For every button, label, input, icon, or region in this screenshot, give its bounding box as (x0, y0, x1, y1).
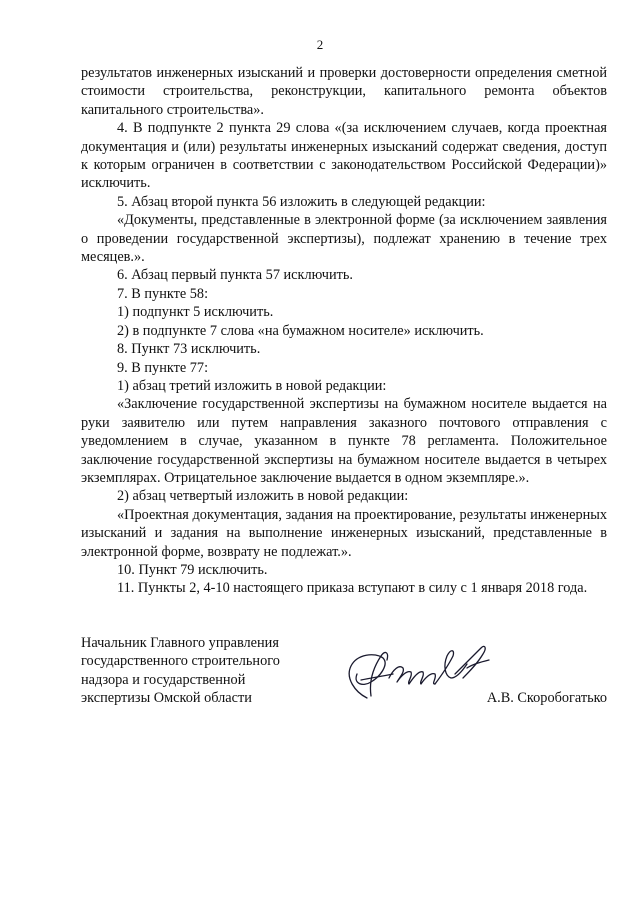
official-title (81, 634, 341, 708)
paragraph-item-9-sub-2: 2) абзац четвертый изложить в новой редакции: (117, 488, 409, 505)
page-number: 2 (316, 37, 324, 52)
official-title-line: экспертизы Омской области (81, 690, 252, 707)
paragraph-item-7-sub-2: 2) в подпункте 7 слова «на бумажном носителе» исключить. (117, 322, 484, 339)
paragraph-item-7-sub-1: 1) подпункт 5 исключить. (117, 304, 274, 321)
paragraph-item-9-sub-1: 1) абзац третий изложить в новой редакции: (117, 377, 387, 394)
paragraph-item-5: 5. Абзац второй пункта 56 изложить в следующей редакции: (117, 193, 486, 210)
paragraph-continuation: результатов инженерных изысканий и проверки достоверности определения сметной стоимости строительства, реконструкции, капитального ремонта объектов капитального строительства». (81, 65, 607, 118)
official-title-line: государственного строительного (81, 653, 280, 670)
signature-block (81, 634, 607, 724)
handwritten-signature (327, 634, 502, 704)
paragraph-item-10: 10. Пункт 79 исключить. (117, 561, 268, 578)
paragraph-item-8: 8. Пункт 73 исключить. (117, 341, 261, 358)
official-name: А.В. Скоробогатько (486, 690, 607, 706)
paragraph-item-5-quote: «Документы, представленные в электронной форме (за исключением заявления о проведении государственной экспертизы), подлежат хранению в течение трех месяцев.». (81, 212, 607, 266)
official-title-line: Начальник Главного управления (81, 635, 279, 651)
document-body (81, 64, 607, 598)
paragraph-item-4: 4. В подпункте 2 пункта 29 слова «(за исключением случаев, когда проектная документация и (или) результаты инженерных изысканий содержат сведения, доступ к которым ограничен в соответствии с законодательством Российской Федерации)» исключить. (81, 120, 607, 192)
paragraph-item-11: 11. Пункты 2, 4-10 настоящего приказа вступают в силу с 1 января 2018 года. (117, 580, 588, 597)
paragraph-item-9-sub-1-quote: «Заключение государственной экспертизы на бумажном носителе выдается на руки заявителю или путем направления заказного почтового отправления с уведомлением в случае, указанном в пункте 78 регламента. Положительное заключение государственной экспертизы на бумажном носителе выдается в четырех экземплярах. Отрицательное заключение выдается в одном экземпляре.». (81, 396, 607, 486)
paragraph-item-9-sub-2-quote: «Проектная документация, задания на проектирование, результаты инженерных изысканий и задания на выполнение инженерных изысканий, представленные в электронной форме, возврату не подлежат.». (81, 506, 607, 560)
paragraph-item-7: 7. В пункте 58: (117, 285, 209, 302)
official-title-line: надзора и государственной (81, 671, 246, 688)
paragraph-item-9: 9. В пункте 77: (117, 359, 209, 376)
paragraph-item-6: 6. Абзац первый пункта 57 исключить. (117, 267, 353, 284)
